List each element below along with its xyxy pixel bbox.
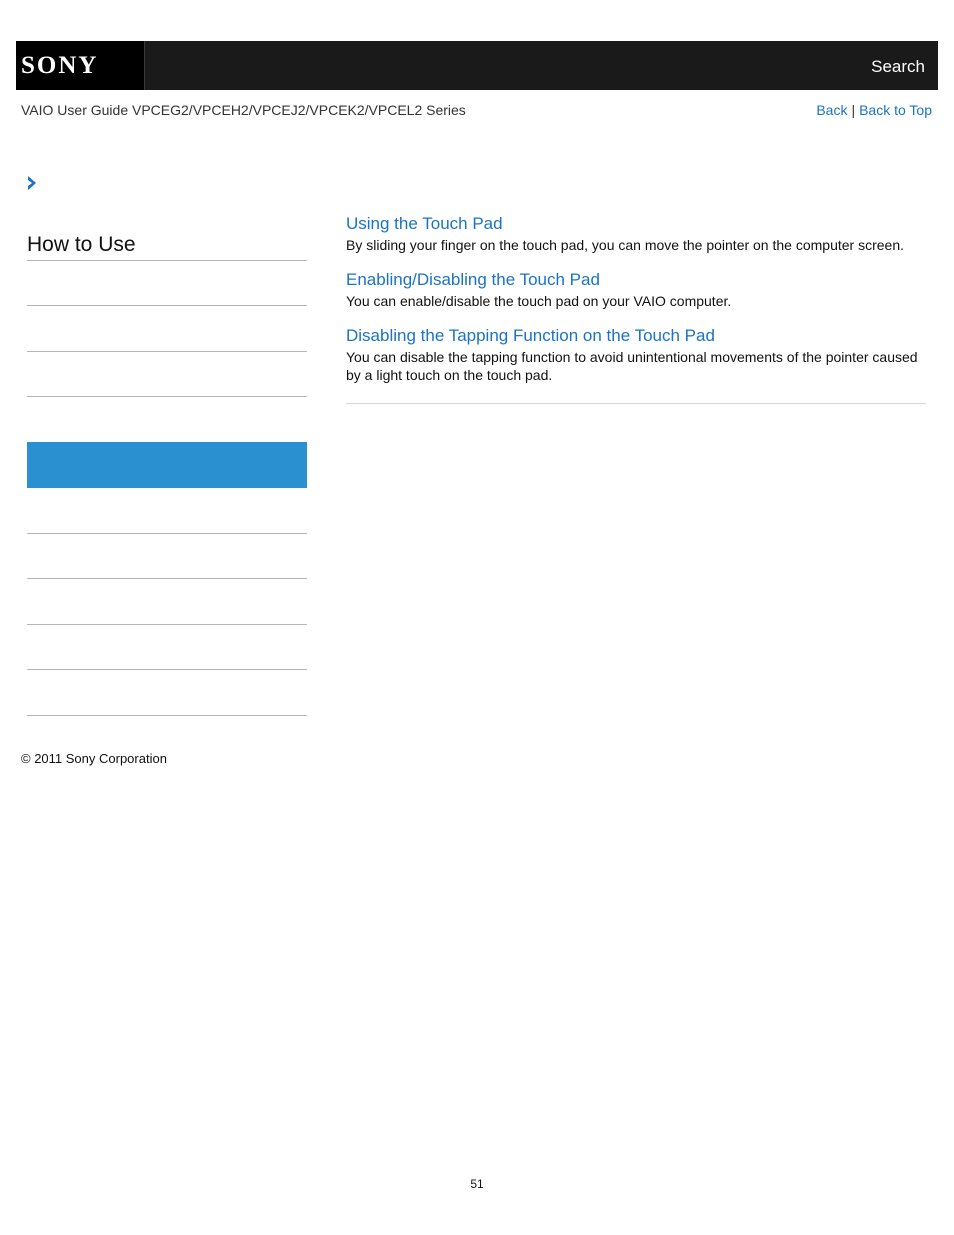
- content-divider: [346, 403, 926, 404]
- topic-enabling-touch-pad: [346, 270, 926, 310]
- topic-description: You can disable the tapping function to avoid unintentional movements of the pointer caused by a light touch on the touch pad.: [346, 349, 918, 383]
- top-navigation: [816, 102, 932, 118]
- sidebar-item[interactable]: [27, 533, 307, 534]
- topic-link[interactable]: Disabling the Tapping Function on the Touch Pad: [346, 326, 715, 345]
- sidebar-item[interactable]: [27, 305, 307, 306]
- chevron-right-icon[interactable]: [25, 175, 41, 191]
- sony-logo[interactable]: [16, 41, 145, 90]
- sidebar-item[interactable]: [27, 669, 307, 670]
- topic-using-touch-pad: [346, 214, 926, 254]
- topic-link[interactable]: Using the Touch Pad: [346, 214, 503, 233]
- topic-link[interactable]: Enabling/Disabling the Touch Pad: [346, 270, 600, 289]
- nav-separator: |: [851, 102, 856, 118]
- copyright: © 2011 Sony Corporation: [21, 751, 167, 766]
- topic-description: You can enable/disable the touch pad on your VAIO computer.: [346, 293, 732, 309]
- sidebar-item[interactable]: [27, 578, 307, 579]
- topic-disabling-tapping: [346, 326, 926, 384]
- sidebar-item[interactable]: [27, 351, 307, 352]
- guide-title: VAIO User Guide VPCEG2/VPCEH2/VPCEJ2/VPCEK2/VPCEL2 Series: [21, 102, 466, 118]
- header-bar: [16, 41, 938, 90]
- sidebar-item[interactable]: [27, 396, 307, 397]
- sidebar-item[interactable]: [27, 715, 307, 716]
- back-to-top-link[interactable]: Back to Top: [859, 102, 932, 118]
- back-link[interactable]: Back: [816, 102, 848, 118]
- topic-description: By sliding your finger on the touch pad, you can move the pointer on the computer screen.: [346, 237, 904, 253]
- search-button[interactable]: Search: [871, 57, 925, 76]
- sidebar-item[interactable]: [27, 624, 307, 625]
- sidebar-title: How to Use: [27, 233, 136, 256]
- sidebar-divider: [27, 260, 307, 261]
- page-number: 51: [470, 1177, 484, 1191]
- sidebar-item-active[interactable]: [27, 442, 307, 488]
- logo-text: SONY: [21, 52, 99, 79]
